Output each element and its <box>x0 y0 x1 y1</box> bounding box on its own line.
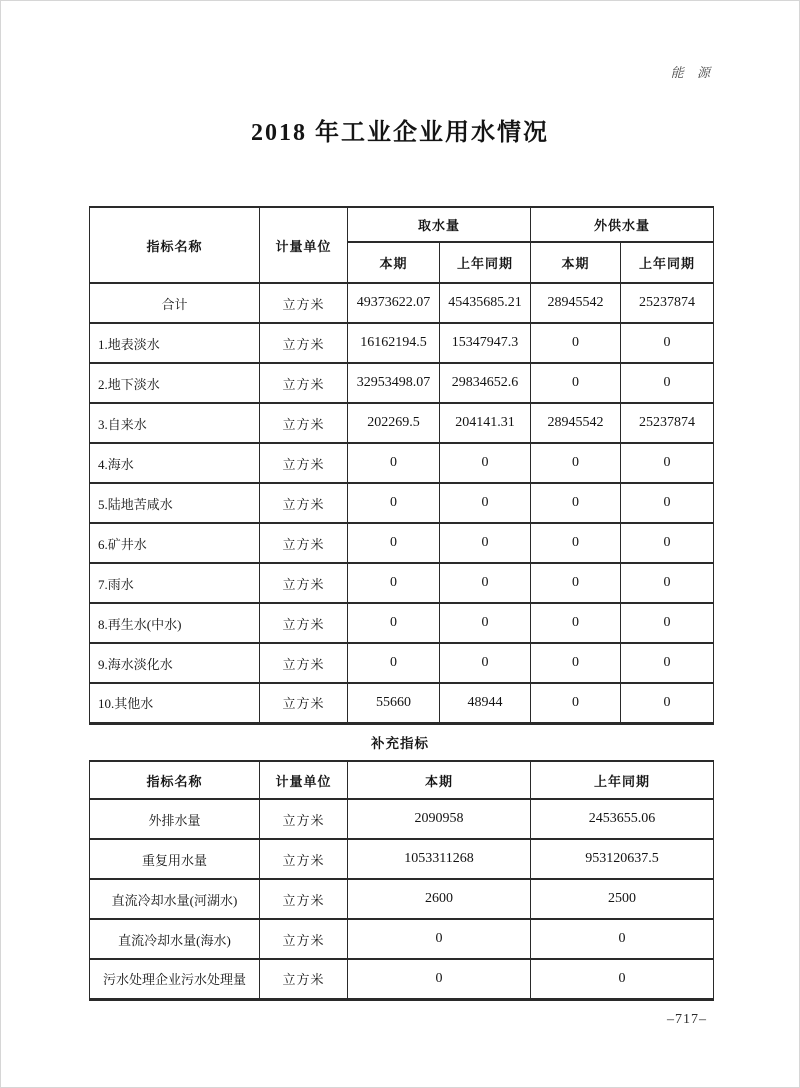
unit-cell: 立方米 <box>260 959 348 999</box>
indicator-name-cell: 4.海水 <box>90 443 260 483</box>
supply-current-cell: 28945542 <box>531 403 621 443</box>
prior-cell: 953120637.5 <box>531 839 714 879</box>
section-corner-label: 能 源 <box>670 65 715 80</box>
unit-cell: 立方米 <box>260 443 348 483</box>
supply-current-cell: 0 <box>531 443 621 483</box>
prior-cell: 0 <box>531 959 714 999</box>
indicator-name-cell: 3.自来水 <box>90 403 260 443</box>
unit-cell: 立方米 <box>260 323 348 363</box>
table-row <box>90 363 714 403</box>
supply-current-cell: 0 <box>531 683 621 723</box>
table-row <box>90 839 714 879</box>
supply-prior-cell: 0 <box>621 643 714 683</box>
unit-cell: 立方米 <box>260 363 348 403</box>
intake-current-cell: 0 <box>348 523 440 563</box>
table-row <box>90 443 714 483</box>
unit-cell: 立方米 <box>260 563 348 603</box>
supply-prior-cell: 0 <box>621 363 714 403</box>
table-row <box>90 283 714 323</box>
header-row <box>90 761 714 799</box>
unit-cell: 立方米 <box>260 523 348 563</box>
col-header-unit: 计量单位 <box>260 207 348 283</box>
table-row <box>90 323 714 363</box>
water-intake-table-body <box>90 283 714 723</box>
indicator-name-cell: 10.其他水 <box>90 683 260 723</box>
intake-prior-cell: 0 <box>440 523 531 563</box>
indicator-name-cell: 重复用水量 <box>90 839 260 879</box>
supply-prior-cell: 0 <box>621 443 714 483</box>
supply-prior-cell: 0 <box>621 483 714 523</box>
intake-prior-cell: 0 <box>440 563 531 603</box>
water-intake-table-header <box>90 207 714 283</box>
col-header-intake-group: 取水量 <box>348 207 531 242</box>
intake-prior-cell: 204141.31 <box>440 403 531 443</box>
indicator-name-cell: 直流冷却水量(河湖水) <box>90 879 260 919</box>
indicator-name-cell: 2.地下淡水 <box>90 363 260 403</box>
unit-cell: 立方米 <box>260 919 348 959</box>
intake-prior-cell: 45435685.21 <box>440 283 531 323</box>
intake-current-cell: 16162194.5 <box>348 323 440 363</box>
prior-cell: 0 <box>531 919 714 959</box>
indicator-name-cell: 6.矿井水 <box>90 523 260 563</box>
supplementary-table-header <box>90 761 714 799</box>
supply-current-cell: 0 <box>531 483 621 523</box>
header-row-groups <box>90 207 714 242</box>
supply-current-cell: 0 <box>531 643 621 683</box>
supply-prior-cell: 0 <box>621 603 714 643</box>
table-row <box>90 879 714 919</box>
col-header-prior: 上年同期 <box>531 761 714 799</box>
intake-current-cell: 0 <box>348 483 440 523</box>
indicator-name-cell: 7.雨水 <box>90 563 260 603</box>
indicator-name-cell: 8.再生水(中水) <box>90 603 260 643</box>
indicator-name-cell: 外排水量 <box>90 799 260 839</box>
intake-current-cell: 0 <box>348 603 440 643</box>
col-header-indicator-name: 指标名称 <box>90 207 260 283</box>
supply-current-cell: 0 <box>531 323 621 363</box>
supply-prior-cell: 0 <box>621 683 714 723</box>
indicator-name-cell: 5.陆地苦咸水 <box>90 483 260 523</box>
supply-current-cell: 0 <box>531 603 621 643</box>
table-row <box>90 523 714 563</box>
unit-cell: 立方米 <box>260 643 348 683</box>
page-title: 2018 年工业企业用水情况 <box>251 120 549 146</box>
col-header-intake-current: 本期 <box>348 242 440 283</box>
intake-prior-cell: 0 <box>440 443 531 483</box>
intake-prior-cell: 29834652.6 <box>440 363 531 403</box>
supplementary-table-body <box>90 799 714 999</box>
supply-current-cell: 0 <box>531 523 621 563</box>
table-row <box>90 919 714 959</box>
unit-cell: 立方米 <box>260 603 348 643</box>
intake-current-cell: 49373622.07 <box>348 283 440 323</box>
current-cell: 2090958 <box>348 799 531 839</box>
col-header-supply-group: 外供水量 <box>531 207 714 242</box>
prior-cell: 2500 <box>531 879 714 919</box>
col-header-intake-prior: 上年同期 <box>440 242 531 283</box>
page-number: –717– <box>667 1012 707 1027</box>
supplementary-table <box>89 760 714 1001</box>
current-cell: 0 <box>348 959 531 999</box>
col-header-supply-prior: 上年同期 <box>621 242 714 283</box>
table-row <box>90 483 714 523</box>
table-row <box>90 403 714 443</box>
unit-cell: 立方米 <box>260 879 348 919</box>
supply-prior-cell: 0 <box>621 523 714 563</box>
intake-current-cell: 0 <box>348 563 440 603</box>
intake-current-cell: 202269.5 <box>348 403 440 443</box>
intake-prior-cell: 48944 <box>440 683 531 723</box>
current-cell: 2600 <box>348 879 531 919</box>
table-row <box>90 799 714 839</box>
supply-prior-cell: 0 <box>621 563 714 603</box>
supply-current-cell: 28945542 <box>531 283 621 323</box>
indicator-name-cell: 9.海水淡化水 <box>90 643 260 683</box>
supply-current-cell: 0 <box>531 363 621 403</box>
intake-prior-cell: 0 <box>440 483 531 523</box>
water-intake-table <box>89 206 714 725</box>
unit-cell: 立方米 <box>260 799 348 839</box>
intake-current-cell: 32953498.07 <box>348 363 440 403</box>
col-header-current: 本期 <box>348 761 531 799</box>
supply-prior-cell: 25237874 <box>621 283 714 323</box>
current-cell: 0 <box>348 919 531 959</box>
intake-prior-cell: 0 <box>440 603 531 643</box>
unit-cell: 立方米 <box>260 403 348 443</box>
table-row <box>90 959 714 999</box>
unit-cell: 立方米 <box>260 483 348 523</box>
intake-current-cell: 0 <box>348 443 440 483</box>
indicator-name-cell: 1.地表淡水 <box>90 323 260 363</box>
supplementary-section-title: 补充指标 <box>371 736 429 751</box>
prior-cell: 2453655.06 <box>531 799 714 839</box>
supply-prior-cell: 0 <box>621 323 714 363</box>
unit-cell: 立方米 <box>260 839 348 879</box>
table-row <box>90 603 714 643</box>
unit-cell: 立方米 <box>260 283 348 323</box>
current-cell: 1053311268 <box>348 839 531 879</box>
col-header-unit: 计量单位 <box>260 761 348 799</box>
supply-prior-cell: 25237874 <box>621 403 714 443</box>
col-header-indicator-name: 指标名称 <box>90 761 260 799</box>
indicator-name-cell: 污水处理企业污水处理量 <box>90 959 260 999</box>
table-row <box>90 643 714 683</box>
indicator-name-cell: 合计 <box>90 283 260 323</box>
intake-current-cell: 55660 <box>348 683 440 723</box>
indicator-name-cell: 直流冷却水量(海水) <box>90 919 260 959</box>
intake-prior-cell: 0 <box>440 643 531 683</box>
table-row <box>90 563 714 603</box>
intake-prior-cell: 15347947.3 <box>440 323 531 363</box>
supply-current-cell: 0 <box>531 563 621 603</box>
col-header-supply-current: 本期 <box>531 242 621 283</box>
unit-cell: 立方米 <box>260 683 348 723</box>
table-row <box>90 683 714 723</box>
intake-current-cell: 0 <box>348 643 440 683</box>
